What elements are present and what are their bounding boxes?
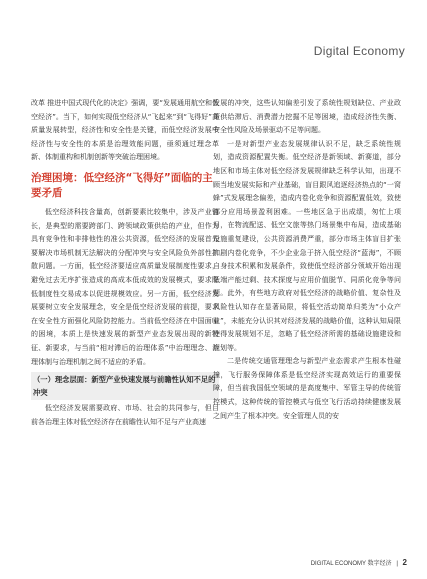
right-column xyxy=(213,97,401,423)
left-column xyxy=(31,97,219,429)
footer-divider: | xyxy=(396,561,398,567)
page-number: 2 xyxy=(402,558,407,567)
body-paragraph: 发展的冲突，这些认知偏差引发了系统性规划缺位、产业政策供给滞后、消费潜力挖掘不足等困境，造成经济性失衡、安全性风险及场景驱动不足等问题。 xyxy=(213,99,401,135)
body-paragraph: 一是对新型产业态发展规律认识不足，缺乏系统性规划，造成资源配置失衡。低空经济是新领域、新赛道，部分地区和市场主体对低空经济发展规律缺乏科学认知，出现不顾当地发展实际和产业基础，盲目跟风追逐经济热点的“一窝蜂”式发展理念偏差，造成内卷化竞争和资源配置低效，致使部分应用场景盈利困难。一些地区急于出成绩，匆忙上项目，在物流配送、低空文旅等热门场景集中布局，造成基础设施重复建设，公共资源消费严重，部分市场主体盲目扩张加剧内卷化竞争，不少企业急于挤入低空经济“蓝海”，不顾自身技术积累和发展条件，致使低空经济部分领域开始出现低端产能过剩、技术探度与应用价值脱节、同质化竞争等问题。此外，有些地方政府对低空经济的战略价值、复杂性及风险性认知存在显著局限，将低空活动简单归类为“小众产业”，未能充分认识其对经济发展的战略价值，这种认知局限使得发展规划不足，忽略了低空经济所需的基础设施建设和规划等。 xyxy=(213,139,401,352)
header-brand-logo: Digital Economy xyxy=(313,44,405,58)
section-title: 治理困境：低空经济“飞得好”面临的主要矛盾 xyxy=(31,171,213,199)
footer-brand: DIGITAL ECONOMY xyxy=(310,561,366,567)
body-paragraph: 二是传统交通管理理念与新型产业态需求产生根本性碰撞，飞行服务保障体系是低空经济实现高效运行的重要保障，但当前我国低空领域的是高度集中、军管主导的传统管控模式，这种传统的管控模式与低空飞行活动持续健康发展之间产生了根本冲突。安全管理人员的安 xyxy=(213,357,401,420)
footer-brand-cn: 数字经济 xyxy=(367,561,392,567)
page-footer xyxy=(311,558,407,567)
body-paragraph: 低空经济发展需要政府、市场、社会的共同参与，但目前各治理主体对低空经济存在前瞻性认知不足与产业高速 xyxy=(31,404,219,426)
subsection-title: （一）理念层面：新型产业快速发展与前瞻性认知不足的冲突 xyxy=(31,372,219,400)
body-paragraph: 低空经济科技含量高，创新要素比较集中，涉及产业链长，是典型的需要跨部门、跨领域政策供给的产业，但作为具有竞争性和非排他性的准公共资源，低空经济的发展首先要解决市场机制无法解决的分配冲突与安全风险负外部性扩散问题。一方面，低空经济要适应高质量发展制度性要求，避免过去无序扩张造成的高成本低成效的发展模式，要求降低制度性交易成本以促进规模效应。另一方面，低空经济发展要树立安全发展理念，安全是低空经济发展的前提，要求在安全性方面强化风险防控能力。当前低空经济在中国面临的困境，本质上是快速发展的新型产业态发展出现的新特征、新要求，与当前“相对滞后的治理体系”中治理理念、治理体制与治理机制之间不适应的矛盾。 xyxy=(31,207,219,366)
intro-paragraph: 改革 推进中国式现代化的决定》强调，要“发展通用航空和低空经济”。当下，如何实现低空经济从“飞起来”到“飞得好”高质量发展转型，经济性和安全性是关键，而低空经济发展中经济性与安全性的本质是治理效能问题，亟须通过理念革新、体制重构和机制创新等突破治理困境。 xyxy=(31,99,219,162)
